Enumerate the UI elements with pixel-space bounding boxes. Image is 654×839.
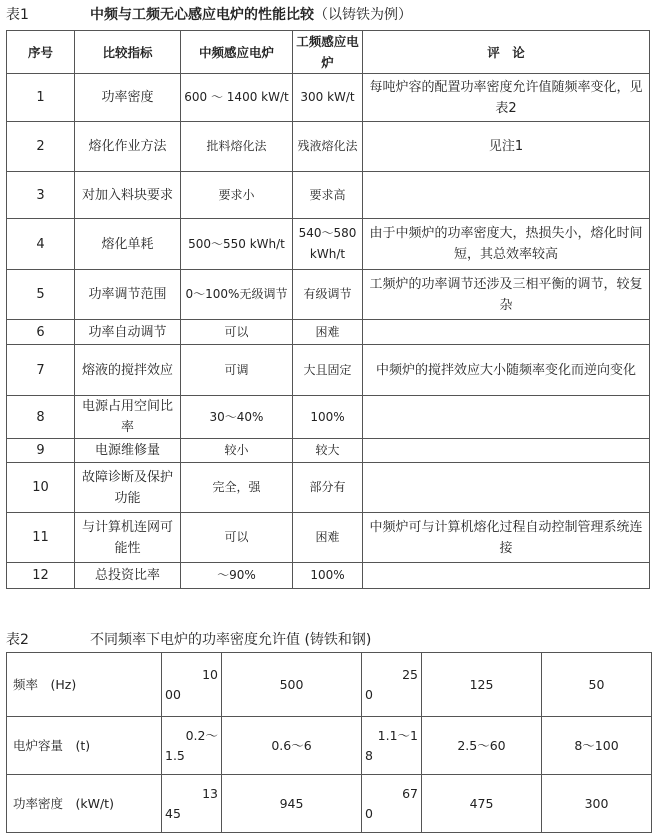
table-row [7, 396, 650, 439]
table1-cell [363, 463, 650, 513]
table1-cell: 部分有 [293, 463, 363, 513]
table1-cell [363, 172, 650, 219]
table-row [7, 74, 650, 122]
table-row [7, 717, 652, 775]
table2-caption [6, 629, 371, 649]
table-row [7, 463, 650, 513]
table1-cell [363, 439, 650, 463]
table1-header-cell: 比较指标 [75, 31, 181, 74]
table1-cell: 批料熔化法 [181, 122, 293, 172]
table1-cell: 7 [7, 345, 75, 396]
table1-subtitle: （以铸铁为例） [314, 7, 412, 23]
table1-cell: 见注1 [363, 122, 650, 172]
table2-cell [362, 775, 422, 833]
table2-cell: 475 [422, 775, 542, 833]
table2-cell-line2: 0 [365, 805, 373, 821]
table1-cell: 10 [7, 463, 75, 513]
table1-cell: 可调 [181, 345, 293, 396]
table1-cell: 残液熔化法 [293, 122, 363, 172]
table2-cell [362, 717, 422, 775]
table1-cell: 中频炉的搅拌效应大小随频率变化而逆向变化 [363, 345, 650, 396]
table1-cell: 100% [293, 396, 363, 439]
table1-cell: 0～100%无级调节 [181, 270, 293, 320]
table1-header-cell: 序号 [7, 31, 75, 74]
table2-cell [362, 653, 422, 717]
table1-cell: 100% [293, 563, 363, 589]
table2-cell-line2: 8 [365, 747, 373, 763]
table1-cell: 9 [7, 439, 75, 463]
table2-cell-line1: 1.1～1 [377, 727, 418, 743]
table2-cell: 50 [542, 653, 652, 717]
table-row [7, 439, 650, 463]
table-row [7, 775, 652, 833]
table1-header-cell: 评 论 [363, 31, 650, 74]
table1-cell: 对加入料块要求 [75, 172, 181, 219]
table1-cell: 功率调节范围 [75, 270, 181, 320]
table1-cell: 中频炉可与计算机熔化过程自动控制管理系统连接 [363, 513, 650, 563]
table-row [7, 172, 650, 219]
table1-cell: 8 [7, 396, 75, 439]
power-density-table [6, 652, 652, 833]
table1-cell: 30～40% [181, 396, 293, 439]
table-row [7, 320, 650, 345]
table1-caption [6, 4, 412, 24]
table1-cell: 工频炉的功率调节还涉及三相平衡的调节，较复杂 [363, 270, 650, 320]
table2-cell-line2: 45 [165, 805, 181, 821]
table1-header-row [7, 31, 650, 74]
table2-cell: 功率密度 (kW/t) [7, 775, 162, 833]
table1-cell: 500～550 kWh/t [181, 219, 293, 270]
table2-cell: 945 [222, 775, 362, 833]
table2-cell-line1: 10 [202, 666, 218, 682]
table-row [7, 653, 652, 717]
table2-cell-line2: 1.5 [165, 747, 185, 763]
table1-cell: 有级调节 [293, 270, 363, 320]
table2-cell: 0.6～6 [222, 717, 362, 775]
table1-cell: 2 [7, 122, 75, 172]
table2-cell: 频率 (Hz) [7, 653, 162, 717]
table-row [7, 219, 650, 270]
table2-cell [162, 653, 222, 717]
table2-cell: 电炉容量 (t) [7, 717, 162, 775]
table1-title: 中频与工频无心感应电炉的性能比较 [90, 7, 314, 23]
table2-cell-line1: 0.2～ [185, 727, 218, 743]
table1-cell: 1 [7, 74, 75, 122]
table2-cell: 2.5～60 [422, 717, 542, 775]
table1-cell: 熔化单耗 [75, 219, 181, 270]
table1-cell: 3 [7, 172, 75, 219]
table1-cell: 可以 [181, 320, 293, 345]
table2-cell-line1: 13 [202, 785, 218, 801]
table-row [7, 122, 650, 172]
table-row [7, 345, 650, 396]
table1-cell: 电源维修量 [75, 439, 181, 463]
table2-cell-line2: 0 [365, 686, 373, 702]
table1-cell: 困难 [293, 320, 363, 345]
table1-cell: 每吨炉容的配置功率密度允许值随频率变化，见表2 [363, 74, 650, 122]
table1-cell: 可以 [181, 513, 293, 563]
table1-cell: 要求高 [293, 172, 363, 219]
table1-cell [363, 320, 650, 345]
table1-header-cell: 中频感应电炉 [181, 31, 293, 74]
table1-cell: 较小 [181, 439, 293, 463]
table1-cell: 与计算机连网可能性 [75, 513, 181, 563]
table1-cell: 300 kW/t [293, 74, 363, 122]
table-row [7, 270, 650, 320]
table1-cell: 电源占用空间比率 [75, 396, 181, 439]
table1-cell: 4 [7, 219, 75, 270]
table1-cell: 困难 [293, 513, 363, 563]
table2-cell: 125 [422, 653, 542, 717]
table1-cell [363, 396, 650, 439]
table2-cell-line1: 25 [402, 666, 418, 682]
table-row [7, 513, 650, 563]
table1-cell: 5 [7, 270, 75, 320]
table1-header-cell: 工频感应电炉 [293, 31, 363, 74]
table1-number: 表1 [6, 7, 29, 23]
performance-comparison-table [6, 30, 650, 589]
table2-cell [162, 775, 222, 833]
table1-cell: 由于中频炉的功率密度大，热损失小，熔化时间短，其总效率较高 [363, 219, 650, 270]
table1-cell: 12 [7, 563, 75, 589]
table-row [7, 563, 650, 589]
table1-cell [363, 563, 650, 589]
table1-cell: 540～580 kWh/t [293, 219, 363, 270]
table2-title: 不同频率下电炉的功率密度允许值 (铸铁和钢) [90, 632, 372, 648]
table1-cell: 熔化作业方法 [75, 122, 181, 172]
table2-cell [162, 717, 222, 775]
table1-cell: 要求小 [181, 172, 293, 219]
table1-cell: 完全，强 [181, 463, 293, 513]
table2-cell-line1: 67 [402, 785, 418, 801]
table1-cell: 故障诊断及保护功能 [75, 463, 181, 513]
table1-cell: 11 [7, 513, 75, 563]
table2-cell-line2: 00 [165, 686, 181, 702]
table2-cell: 500 [222, 653, 362, 717]
table1-cell: ～90% [181, 563, 293, 589]
table1-cell: 600 ～ 1400 kW/t [181, 74, 293, 122]
table2-cell: 8～100 [542, 717, 652, 775]
table2-number: 表2 [6, 632, 29, 648]
table1-cell: 功率密度 [75, 74, 181, 122]
table2-cell: 300 [542, 775, 652, 833]
table1-cell: 总投资比率 [75, 563, 181, 589]
table1-cell: 大且固定 [293, 345, 363, 396]
table1-cell: 功率自动调节 [75, 320, 181, 345]
table1-cell: 熔液的搅拌效应 [75, 345, 181, 396]
table1-cell: 6 [7, 320, 75, 345]
table1-cell: 较大 [293, 439, 363, 463]
